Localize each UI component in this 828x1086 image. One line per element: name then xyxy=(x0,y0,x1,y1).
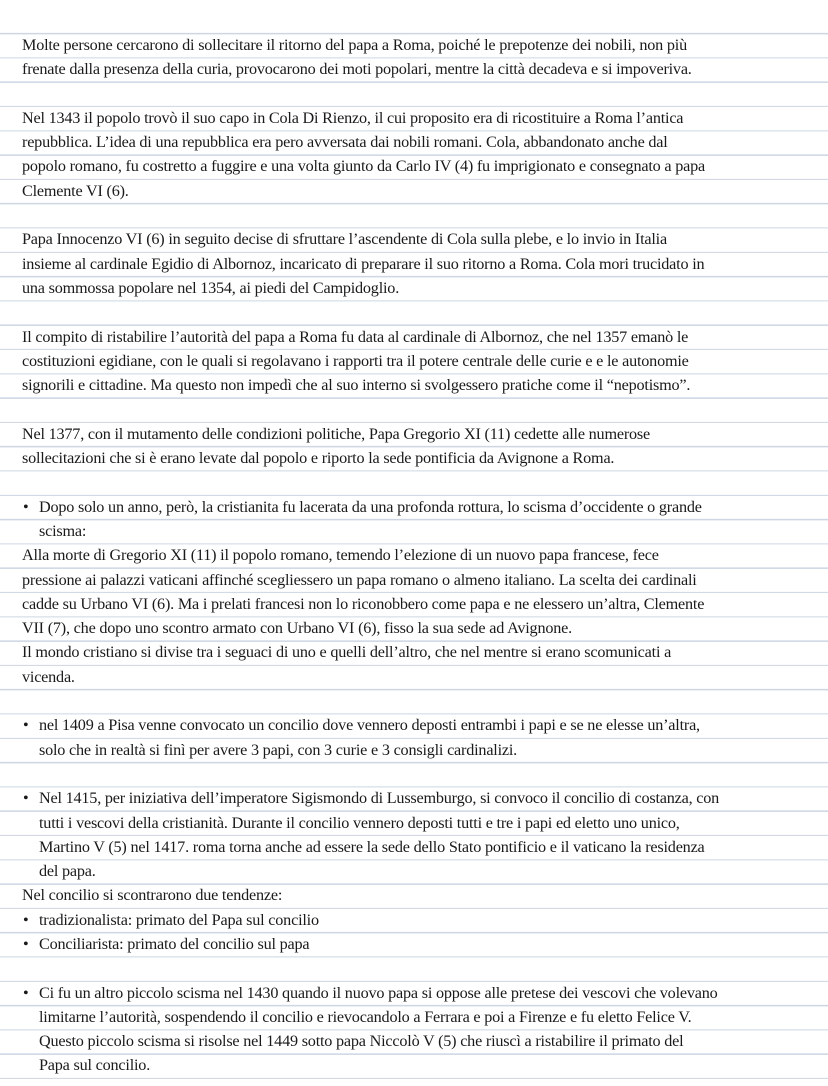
line-text: vicenda. xyxy=(22,667,75,686)
line-text: Nel 1343 il popolo trovò il suo capo in Cola Di Rienzo, il cui proposito era di ricostituire a Roma l’antica xyxy=(22,108,684,127)
paragraph-line xyxy=(0,592,828,616)
line-text: Nel 1415, per iniziativa dell’imperatore Sigismondo di Lussemburgo, si convoco il concilio di costanza, con xyxy=(39,789,720,808)
line-text: popolo romano, fu costretto a fuggire e una volta giunto da Carlo IV (4) fu imprigionato e consegnato a papa xyxy=(22,157,705,176)
bullet-item-line xyxy=(0,519,828,543)
paragraph-line xyxy=(0,616,828,640)
line-text: del papa. xyxy=(39,862,96,881)
blank-line xyxy=(0,470,828,494)
line-text: Il mondo cristiano si divise tra i seguaci di uno e quelli dell’altro, che nel mentre si erano scomunicati a xyxy=(22,643,672,662)
bullet-item-line xyxy=(0,932,828,956)
line-text: sollecitazioni che si è erano levate dal popolo e riporto la sede pontificia da Avignone a Roma. xyxy=(22,449,615,468)
line-text: tutti i vescovi della cristianità. Durante il concilio vennero deposti tutti e tre i papi ed eletto uno unico, xyxy=(39,813,680,832)
paragraph-line xyxy=(0,106,828,130)
paragraph-line xyxy=(0,33,828,57)
paragraph-line xyxy=(0,373,828,397)
line-text: cadde su Urbano VI (6). Ma i prelati francesi non lo riconobbero come papa e ne elessero un’altra, Clemente xyxy=(22,594,705,613)
bullet-icon: • xyxy=(23,934,29,953)
line-text: Ci fu un altro piccolo scisma nel 1430 quando il nuovo papa si oppose alle pretese dei vescovi che volevano xyxy=(39,983,718,1002)
line-text: VII (7), che dopo uno scontro armato con Urbano VI (6), fisso la sua sede ad Avignone. xyxy=(22,619,572,638)
blank-line xyxy=(0,956,828,980)
line-text: Papa Innocenzo VI (6) in seguito decise di sfruttare l’ascendente di Cola sulla plebe, e lo invio in Italia xyxy=(22,230,667,249)
lined-notes-page xyxy=(0,33,828,1078)
line-text: signorili e cittadine. Ma questo non impedì che al suo interno si svolgessero pratiche come il “nepotismo”. xyxy=(22,376,691,395)
bullet-item-line xyxy=(0,859,828,883)
line-text: Nel 1377, con il mutamento delle condizioni politiche, Papa Gregorio XI (11) cedette alle numerose xyxy=(22,424,650,443)
paragraph-line xyxy=(0,227,828,251)
bullet-item-line xyxy=(0,811,828,835)
paragraph-line xyxy=(0,665,828,689)
paragraph-line xyxy=(0,349,828,373)
bullet-item-line xyxy=(0,835,828,859)
paragraph-line xyxy=(0,446,828,470)
line-text: Martino V (5) nel 1417. roma torna anche ad essere la sede dello Stato pontificio e il vaticano la residenza xyxy=(39,837,705,856)
line-text: Clemente VI (6). xyxy=(22,181,129,200)
line-text: limitarne l’autorità, sospendendo il concilio e rievocandolo a Ferrara e poi a Firenze e fu eletto Felice V. xyxy=(39,1007,692,1026)
line-text: Alla morte di Gregorio XI (11) il popolo romano, temendo l’elezione di un nuovo papa francese, fece xyxy=(22,546,659,565)
bullet-item-line xyxy=(0,1005,828,1029)
paragraph-line xyxy=(0,154,828,178)
paragraph-line xyxy=(0,130,828,154)
line-text: tradizionalista: primato del Papa sul concilio xyxy=(39,910,319,929)
paragraph-line xyxy=(0,276,828,300)
bullet-item-line xyxy=(0,786,828,810)
bullet-item-line xyxy=(0,1029,828,1053)
bullet-item-line xyxy=(0,1053,828,1077)
bullet-icon: • xyxy=(23,789,29,808)
blank-line xyxy=(0,689,828,713)
bullet-item-line xyxy=(0,495,828,519)
paragraph-line xyxy=(0,422,828,446)
paragraph-line xyxy=(0,252,828,276)
bullet-item-line xyxy=(0,738,828,762)
line-text: Molte persone cercarono di sollecitare il ritorno del papa a Roma, poiché le prepotenze dei nobili, non più xyxy=(22,36,687,54)
line-text: Nel concilio si scontrarono due tendenze: xyxy=(22,886,283,905)
line-text: repubblica. L’idea di una repubblica era pero avversata dai nobili romani. Cola, abbandonato anche dal xyxy=(22,133,668,152)
blank-line xyxy=(0,300,828,324)
bullet-item-line xyxy=(0,713,828,737)
line-text: Dopo solo un anno, però, la cristianita fu lacerata da una profonda rottura, lo scisma d’occidente o grande xyxy=(39,497,702,516)
blank-line xyxy=(0,203,828,227)
bullet-item-line xyxy=(0,981,828,1005)
blank-line xyxy=(0,762,828,786)
bullet-item-line xyxy=(0,908,828,932)
paragraph-line xyxy=(0,883,828,907)
line-text: solo che in realtà si finì per avere 3 papi, con 3 curie e 3 consigli cardinalizi. xyxy=(39,740,518,759)
bullet-icon: • xyxy=(23,983,29,1002)
line-text: frenate dalla presenza della curia, provocarono dei moti popolari, mentre la città decadeva e si impoveriva. xyxy=(22,60,692,79)
blank-line xyxy=(0,82,828,106)
blank-line xyxy=(0,397,828,421)
line-text: scisma: xyxy=(39,521,87,540)
line-text: Questo piccolo scisma si risolse nel 1449 sotto papa Niccolò V (5) che riuscì a ristabilire il primato del xyxy=(39,1032,684,1051)
paragraph-line xyxy=(0,179,828,203)
paragraph-line xyxy=(0,543,828,567)
bullet-icon: • xyxy=(23,910,29,929)
paragraph-line xyxy=(0,640,828,664)
bullet-icon: • xyxy=(23,716,29,735)
line-text: Il compito di ristabilire l’autorità del papa a Roma fu data al cardinale di Albornoz, che nel 1357 emanò le xyxy=(22,327,689,346)
line-text: pressione ai palazzi vaticani affinché scegliessero un papa romano o almeno italiano. La scelta dei cardinali xyxy=(22,570,697,589)
line-text: Conciliarista: primato del concilio sul papa xyxy=(39,934,310,953)
paragraph-line xyxy=(0,57,828,81)
paragraph-line xyxy=(0,325,828,349)
line-text: Papa sul concilio. xyxy=(39,1056,151,1075)
line-text: insieme al cardinale Egidio di Albornoz, incaricato di preparare il suo ritorno a Roma. Cola mori trucidato in xyxy=(22,254,705,273)
line-text: nel 1409 a Pisa venne convocato un concilio dove vennero deposti entrambi i papi e se ne elesse un’altra, xyxy=(39,716,700,735)
line-text: una sommossa popolare nel 1354, ai piedi del Campidoglio. xyxy=(22,278,400,297)
line-text: costituzioni egidiane, con le quali si regolavano i rapporti tra il potere centrale delle curie e e le autonomie xyxy=(22,351,689,370)
bullet-icon: • xyxy=(23,497,29,516)
paragraph-line xyxy=(0,568,828,592)
